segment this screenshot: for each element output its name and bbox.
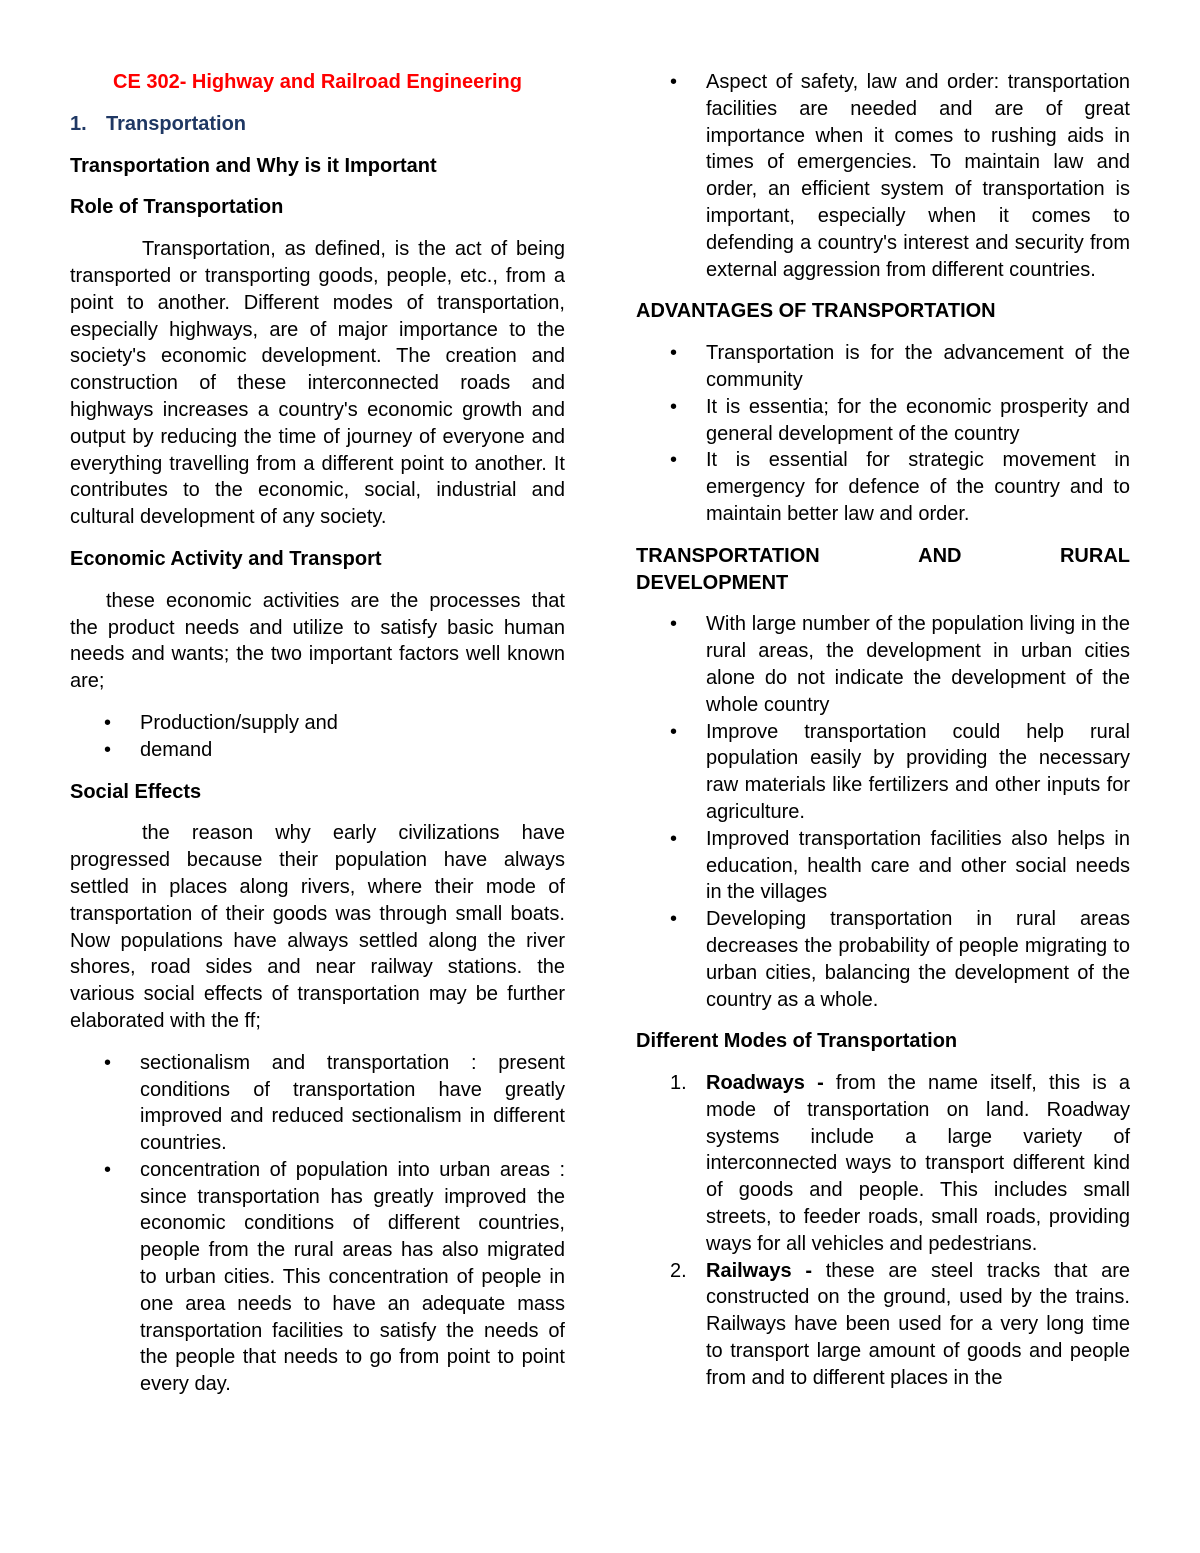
list-item [70,737,565,764]
safety-list [636,69,1130,283]
paragraph-economic: these economic activities are the processes that the product needs and utilize to satisfy basic human needs and wants; the two important factors well known are; [70,589,565,693]
list-item-text: Transportation is for the advancement of the community [706,342,1130,391]
left-column [70,69,565,1413]
list-item [636,826,1130,906]
bullet-icon: • [104,1158,112,1181]
mode-description: these are steel tracks that are constructed on the ground, used by the trains. Railways have been used for a very long time to transport large amount of goods and people from and to different places in the [706,1259,1131,1389]
heading-rural-development [636,543,1130,597]
list-item [636,719,1130,826]
heading-economic-activity: Economic Activity and Transport [70,547,382,570]
list-number: 1. [670,1072,687,1095]
list-item-text: Production/supply and [140,711,338,734]
list-item [70,1157,565,1398]
list-item [636,611,1130,718]
list-item [636,69,1130,283]
heading-social-effects: Social Effects [70,780,202,803]
document-title: CE 302- Highway and Railroad Engineering [113,71,522,93]
bullet-icon: • [670,908,678,931]
section-number: 1. [70,112,87,135]
heading-why-important: Transportation and Why is it Important [70,154,437,177]
bullet-icon: • [670,720,678,743]
paragraph-role: Transportation, as defined, is the act of being transported or transporting goods, people, etc., from a point to another. Different modes of transportation, especially highways, are of major importance to the society's economic development. The creation and construction of these interconnected roads and highways increases a country's economic growth and output by reducing the time of journey of everyone and everything travelling from a different point to another. It contributes to the economic, social, industrial and cultural development of any society. [70,238,565,529]
heading-word: DEVELOPMENT [636,571,789,594]
heading-advantages: ADVANTAGES OF TRANSPORTATION [636,300,996,323]
social-effects-list [70,1050,565,1398]
list-number: 2. [670,1259,687,1282]
list-item-text: It is essential for strategic movement in emergency for defence of the country and to maintain better law and order. [706,449,1130,525]
heading-role: Role of Transportation [70,196,284,219]
section-title: Transportation [106,112,247,135]
bullet-icon: • [670,827,678,850]
list-item-text: Developing transportation in rural areas decreases the probability of people migrating to urban cities, balancing the development of the country as a whole. [706,908,1130,1011]
bullet-icon: • [104,738,112,761]
bullet-icon: • [104,711,112,734]
list-item [636,447,1130,527]
modes-list [636,1070,1130,1392]
list-item [636,1258,1130,1392]
list-item-text: Aspect of safety, law and order: transportation facilities are needed and are of great importance when it comes to rushing aids in times of emergencies. To maintain law and order, an efficient system of transportation is important, especially when it comes to defending a country's interest and security from external aggression from different countries. [706,71,1130,281]
list-item-text: Improved transportation facilities also helps in education, health care and other social needs in the villages [706,827,1130,904]
section-heading [70,111,565,138]
list-item [636,340,1130,394]
rural-list [636,611,1130,1013]
advantages-list [636,340,1130,528]
list-item-text: sectionalism and transportation : present conditions of transportation have greatly improved and reduced sectionalism in different countries. [140,1051,565,1155]
bullet-icon: • [670,71,678,93]
bullet-icon: • [670,395,678,418]
heading-word: RURAL [1059,544,1130,567]
list-item-text: concentration of population into urban areas : since transportation has greatly improved the economic conditions of different countries, people from the rural areas has also migrated to urban cities. This concentration of people in one area needs to have an adequate mass transportation facilities to satisfy the needs of the people that needs to go from point to point every day. [140,1158,565,1396]
heading-modes: Different Modes of Transportation [636,1030,958,1053]
right-column [636,69,1130,1407]
bullet-icon: • [104,1051,112,1074]
list-item [636,906,1130,1013]
list-item-text: Improve transportation could help rural population easily by providing the necessary raw materials like fertilizers and other inputs for agriculture. [706,720,1130,823]
list-item-text: With large number of the population living in the rural areas, the development in urban cities alone do not indicate the development of the whole country [706,613,1130,716]
mode-term: Roadways - [706,1072,824,1095]
bullet-icon: • [670,342,678,365]
list-item [636,1070,1130,1258]
list-item [70,1050,565,1157]
bullet-icon: • [670,449,678,472]
list-item-text: demand [140,738,213,761]
mode-description: from the name itself, this is a mode of transportation on land. Roadway systems include a large variety of interconnected ways to transport different kind of goods and people. This includes small streets, to feeder roads, small roads, providing ways for all vehicles and pedestrians. [706,1072,1130,1255]
list-item [70,710,565,737]
economic-factors-list [70,710,565,764]
paragraph-social: the reason why early civilizations have progressed because their population have always settled in places along rivers, where their mode of transportation of their goods was through small boats. Now populations have always settled along the river shores, road sides and near railway stations. the various social effects of transportation may be further elaborated with the ff; [70,822,565,1032]
list-item-text: It is essentia; for the economic prosperity and general development of the country [706,395,1130,445]
heading-line [636,543,1130,570]
mode-term: Railways - [706,1259,812,1282]
heading-word: AND [918,544,962,567]
list-item [636,394,1130,448]
heading-word: TRANSPORTATION [636,544,820,567]
bullet-icon: • [670,613,678,636]
